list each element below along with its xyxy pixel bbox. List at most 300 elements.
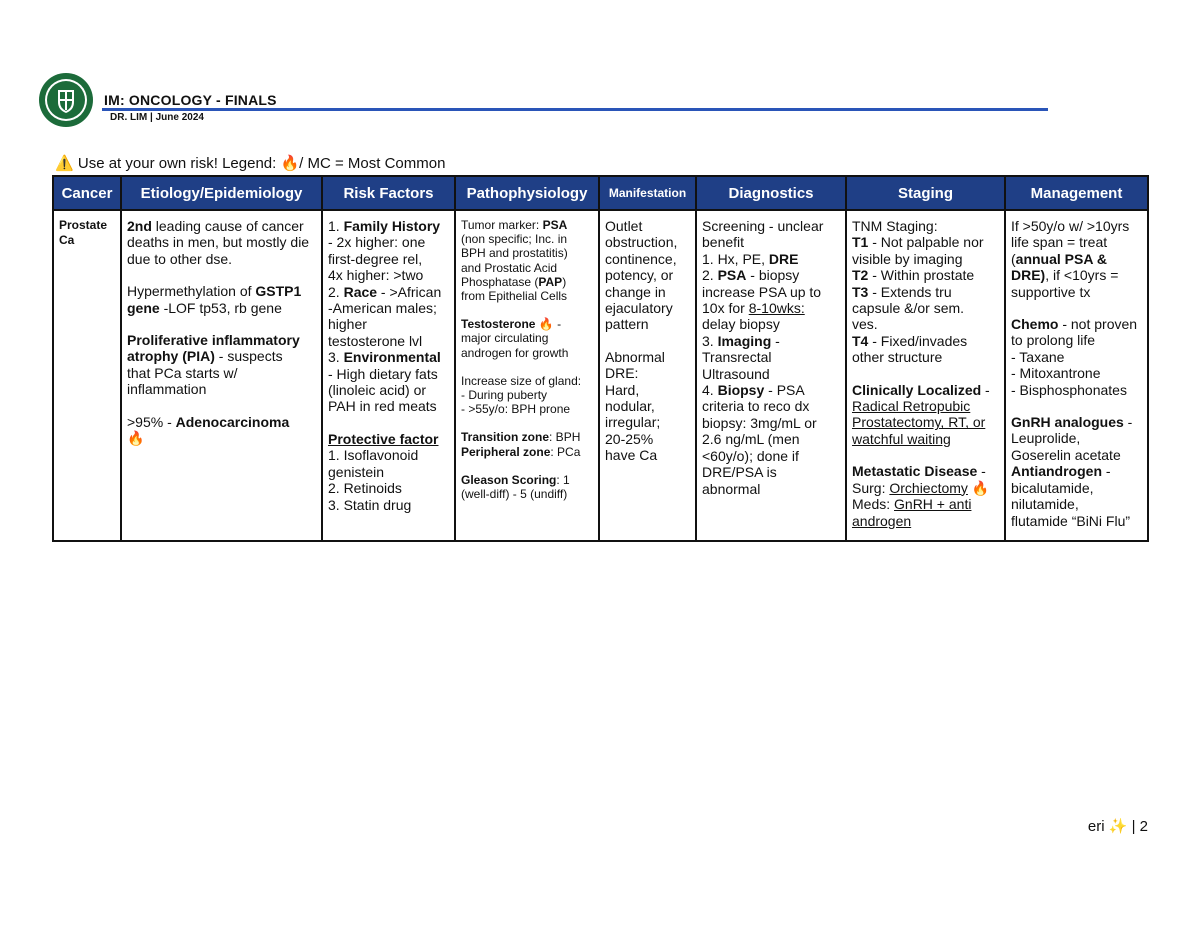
text-run: - Not palpable nor [868,234,984,251]
text-run: flutamide “BiNi Flu” [1011,512,1131,529]
text-run: - Mitoxantrone [1011,365,1101,382]
text-run: PAP [538,274,563,289]
cell-line [461,430,593,444]
text-run: 🔥 [127,430,145,447]
text-run: Ultrasound [702,365,770,382]
text-run: and Prostatic Acid [461,260,558,275]
cell-line [127,381,316,397]
text-run: deaths in men, but mostly die [127,234,310,251]
cell-line [127,398,316,414]
title-rule [102,108,1048,111]
text-run: Antiandrogen [1011,463,1102,480]
cell-line [1011,251,1142,267]
footer-author: eri [1087,818,1105,835]
cell-line [1011,496,1142,512]
text-run: - [977,463,986,480]
cell-line [461,232,593,246]
text-run: : PCa [550,444,581,459]
text-run: 3. [328,349,344,366]
text-run: Gleason Scoring [461,472,557,487]
cell-line [1011,300,1142,316]
text-run: (non specific; Inc. in [461,232,568,247]
cell-line [1011,414,1142,430]
cell-etiology [121,210,322,541]
cell-line [1011,382,1142,398]
text-run: capsule &/or sem. [852,300,965,317]
text-run: Leuprolide, [1011,430,1081,447]
cell-diagnostics [696,210,846,541]
text-run: 4. [702,382,718,399]
cell-line [328,267,449,283]
cell-line [127,348,316,364]
cell-line [605,333,690,349]
cell-line [328,464,449,480]
cell-line [1011,513,1142,529]
text-run: (linoleic acid) or [328,382,427,399]
text-run: Protective factor [328,430,439,447]
text-run: Clinically Localized [852,381,982,398]
legend-abbrev: / MC = Most Common [299,155,446,172]
text-run: Chemo [1011,316,1059,333]
text-run: higher [328,316,367,333]
cell-line [328,234,449,250]
text-run: - [1123,414,1133,431]
text-run: Race [343,283,378,300]
text-run: potency, or [605,267,674,284]
cell-line [702,300,840,316]
cell-line [852,414,999,430]
cell-line [1011,218,1142,234]
text-run: - [771,332,780,349]
text-run: life span = treat [1011,234,1108,251]
cell-line [852,366,999,382]
cell-line [852,333,999,349]
cell-line [605,414,690,430]
text-run: - [981,381,990,398]
cell-line [127,316,316,332]
cell-line [127,267,316,283]
text-run: ( [1011,250,1016,267]
text-run: - Within prostate [868,267,975,284]
text-run: - suspects [214,348,283,365]
cell-line [852,300,999,316]
text-run: Surg: [852,479,890,496]
cell-staging [846,210,1005,541]
text-run: 1. [328,218,344,234]
text-run: Outlet [605,218,643,234]
text-run: 20-25% [605,430,654,447]
cell-line [461,445,593,459]
header-management: Management [1005,176,1148,210]
cell-line [461,473,593,487]
sparkle-icon: ✨ [1108,818,1128,835]
text-run: nodular, [605,398,655,415]
header-etiology: Etiology/Epidemiology [121,176,322,210]
cell-line [702,267,840,283]
cell-line [1011,430,1142,446]
cell-line [852,234,999,250]
text-run: due to other dse. [127,250,233,267]
text-run: - biopsy [746,267,800,284]
text-run: criteria to reco dx [702,398,810,415]
cell-line [127,365,316,381]
legend-line [55,154,445,172]
text-run: Imaging [717,332,772,349]
text-run: Peripheral zone [461,444,551,459]
cell-line [702,333,840,349]
text-run: - PSA [764,382,805,399]
header-manifestation: Manifestation [599,176,696,210]
cell-line [852,284,999,300]
text-run: biopsy: 3mg/mL or [702,414,817,431]
text-run: Transrectal [702,349,772,366]
text-run: Screening - unclear [702,218,824,234]
cell-line [328,447,449,463]
cell-management [1005,210,1148,541]
cell-line [328,333,449,349]
text-run: leading cause of cancer [151,218,304,234]
cell-risk-factors [322,210,455,541]
text-run: androgen for growth [461,345,569,360]
text-run: have Ca [605,447,658,464]
text-run: , if <10yrs = [1045,267,1119,284]
cell-line [702,284,840,300]
text-run: 2. [702,267,718,284]
text-run: Tumor marker: [461,218,543,232]
cell-line [702,234,840,250]
cell-line [852,218,999,234]
text-run: Goserelin acetate [1011,446,1121,463]
cell-line [702,481,840,497]
cell-line [702,448,840,464]
text-run: Adenocarcinoma [175,413,290,430]
cell-line [328,300,449,316]
text-run: continence, [605,250,677,267]
text-run: other structure [852,349,943,366]
cell-line [328,480,449,496]
text-run: GnRH analogues [1011,414,1124,431]
cell-line [702,316,840,332]
cell-line [852,316,999,332]
text-run: - [1102,463,1111,480]
cell-line [328,497,449,513]
cell-line [702,382,840,398]
text-run: PSA [717,267,747,284]
header-pathophysiology: Pathophysiology [455,176,599,210]
cell-line [605,382,690,398]
cell-line [852,447,999,463]
text-run: genistein [328,463,385,480]
cell-line [127,430,316,446]
text-run: >95% - [127,413,176,430]
text-run: DRE/PSA is [702,464,777,481]
cell-line [852,463,999,479]
text-run: - Fixed/invades [868,332,968,349]
cell-line [127,414,316,430]
text-run: - High dietary fats [328,365,438,382]
cell-line [852,349,999,365]
cell-line [461,416,593,430]
text-run: 2. Retinoids [328,480,402,497]
text-run: 2.6 ng/mL (men [702,431,800,448]
text-run: GnRH + anti [894,496,972,513]
text-run: Prostatectomy, RT, or [852,414,986,431]
cell-line [852,251,999,267]
cell-line [702,218,840,234]
text-run: Meds: [852,496,895,513]
text-run: DRE [768,250,799,267]
cell-line [461,317,593,331]
text-run: Orchiectomy [889,479,968,496]
text-run: bicalutamide, [1011,479,1094,496]
cell-line [852,480,999,496]
text-run: - >55y/o: BPH prone [461,402,571,417]
text-run: first-degree rel, [328,250,423,267]
cell-line [605,398,690,414]
cell-line [605,234,690,250]
fire-icon: 🔥 [280,155,300,172]
cell-line [328,218,449,234]
text-run: supportive tx [1011,283,1091,300]
text-run: change in [605,283,666,300]
text-run: - 2x higher: one [328,234,426,251]
text-run: Biopsy [717,382,765,399]
text-run: T3 [852,283,869,300]
page-footer [1088,817,1148,835]
text-run: (well-diff) - 5 (undiff) [461,487,568,502]
cell-line [461,388,593,402]
cell-line [328,251,449,267]
text-run: 3. [702,332,718,349]
text-run: ves. [852,316,878,333]
text-run: BPH and prostatitis) [461,246,568,261]
text-run: T2 [852,267,869,284]
cell-line [461,374,593,388]
text-run: 1. Hx, PE, [702,250,769,267]
text-run: DRE) [1011,267,1046,284]
text-run: visible by imaging [852,250,963,267]
text-run: : 1 [556,472,570,487]
text-run: testosterone lvl [328,332,423,349]
text-run: androgen [852,512,912,529]
text-run: Transition zone [461,430,550,445]
cell-line [1011,480,1142,496]
text-run: from Epithelial Cells [461,289,568,304]
cell-line [702,251,840,267]
text-run: 2. [328,283,344,300]
cell-line [1011,365,1142,381]
text-run: Proliferative inflammatory [127,332,300,349]
cell-line [328,366,449,382]
text-run: TNM Staging: [852,218,938,234]
text-run: Abnormal [605,348,665,365]
text-run: Hypermethylation of [127,283,256,300]
cell-line [127,300,316,316]
text-run: Environmental [343,349,441,366]
text-run: abnormal [702,480,761,497]
cell-line [702,398,840,414]
cell-line [127,332,316,348]
text-run: : BPH [549,430,581,445]
text-run: that PCa starts w/ [127,364,238,381]
cell-manifestation [599,210,696,541]
cell-line [328,415,449,431]
text-run: 2nd [127,218,152,234]
document-title: IM: ONCOLOGY - FINALS [104,92,277,108]
page-number: | 2 [1131,818,1148,835]
text-run: atrophy (PIA) [127,348,215,365]
cell-line [605,431,690,447]
text-run: gene [127,299,160,316]
text-run: If >50y/o w/ >10yrs [1011,218,1130,234]
cell-line [852,431,999,447]
text-run: - Taxane [1011,348,1065,365]
cell-line [461,360,593,374]
text-run: 10x for [702,300,749,317]
text-run: - >African [377,283,442,300]
text-run: Phosphatase ( [461,274,539,289]
header-risk-factors: Risk Factors [322,176,455,210]
cell-line [852,267,999,283]
text-run: 3. Statin drug [328,496,412,513]
cell-line [605,284,690,300]
text-run: ejaculatory [605,300,673,317]
text-run: -American males; [328,300,437,317]
cell-line [605,300,690,316]
cell-line [702,464,840,480]
cell-line [461,487,593,501]
cell-line [702,366,840,382]
cell-line [1011,398,1142,414]
cell-line [328,349,449,365]
cell-line [127,251,316,267]
text-run: Radical Retropubic [852,398,971,415]
text-run: <60y/o); done if [702,447,799,464]
text-run: delay biopsy [702,316,780,333]
table-header-row [53,176,1148,210]
header-cancer: Cancer [53,176,121,210]
cell-pathophysiology [455,210,599,541]
cell-line [1011,267,1142,283]
cell-line [461,246,593,260]
text-run: Metastatic Disease [852,463,978,480]
cell-line [328,382,449,398]
cell-line [605,251,690,267]
cell-line [328,398,449,414]
text-run: T1 [852,234,869,251]
cell-line [605,316,690,332]
text-run: - not proven [1058,316,1138,333]
cell-line [605,267,690,283]
cell-line [605,349,690,365]
cell-line [605,447,690,463]
text-run: PSA [542,218,568,232]
text-run: T4 [852,332,869,349]
cell-line [1011,349,1142,365]
cell-line [461,346,593,360]
cell-line [852,496,999,512]
table-row [53,210,1148,541]
cell-line [1011,332,1142,348]
cell-line [852,513,999,529]
text-run: nilutamide, [1011,496,1079,513]
legend-text: Use at your own risk! Legend: [77,155,281,172]
text-run: - Bisphosphonates [1011,381,1127,398]
cell-line [127,283,316,299]
document-subtitle: DR. LIM | June 2024 [110,112,204,123]
cell-line [328,284,449,300]
text-run: 4x higher: >two [328,267,424,284]
text-run: ) [562,274,567,289]
text-run: benefit [702,234,745,251]
cell-line [328,316,449,332]
cell-line [852,382,999,398]
header-diagnostics: Diagnostics [696,176,846,210]
text-run: increase PSA up to [702,283,822,300]
cell-line [702,431,840,447]
cell-line [1011,234,1142,250]
text-run: to prolong life [1011,332,1096,349]
cell-line [702,349,840,365]
oncology-table [52,175,1149,542]
text-run: major circulating [461,331,549,346]
cell-line [605,218,690,234]
cell-line [461,331,593,345]
text-run: 1. Isoflavonoid [328,447,419,464]
cell-line [1011,447,1142,463]
text-run: Increase size of gland: [461,373,582,388]
text-run: pattern [605,316,649,333]
cell-line [1011,316,1142,332]
cell-line [1011,463,1142,479]
text-run: GSTP1 [255,283,302,300]
text-run: -LOF tp53, rb gene [159,299,282,316]
cell-line [605,365,690,381]
text-run: 🔥 - [535,317,562,332]
cell-line [461,303,593,317]
cell-line [328,431,449,447]
text-run: - During puberty [461,388,548,403]
text-run: annual PSA & [1015,250,1107,267]
text-run: obstruction, [605,234,678,251]
cell-line [127,218,316,234]
text-run: Hard, [605,381,640,398]
text-run: irregular; [605,414,661,431]
text-run: PAH in red meats [328,398,437,415]
cell-line [461,459,593,473]
cell-line [127,234,316,250]
cell-line [461,289,593,303]
cell-line [461,402,593,416]
cell-cancer: Prostate Ca [53,210,121,541]
cell-line [852,398,999,414]
text-run: 🔥 [967,479,990,496]
text-run: watchful waiting [852,430,951,447]
text-run: inflammation [127,381,207,398]
warning-icon: ⚠️ [55,155,74,172]
cell-line [1011,284,1142,300]
school-seal-logo [38,72,94,128]
cell-line [702,415,840,431]
header-staging: Staging [846,176,1005,210]
text-run: 8-10wks: [748,300,805,317]
text-run: - Extends tru [868,283,952,300]
text-run: Family History [343,218,441,234]
cell-line [461,275,593,289]
cell-line [461,218,593,232]
cell-line [461,261,593,275]
text-run: Testosterone [461,317,536,332]
